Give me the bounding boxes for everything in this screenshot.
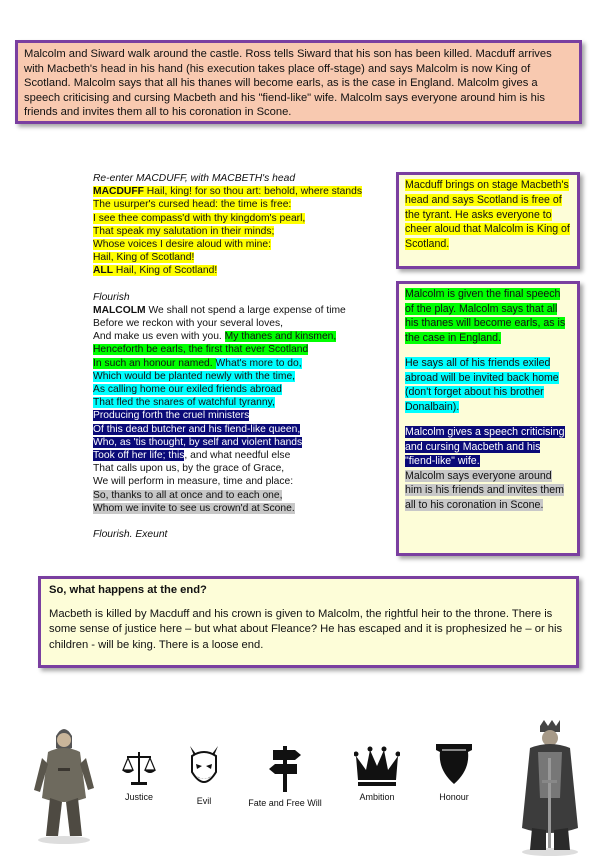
script-line: My thanes and kinsmen,	[224, 331, 337, 343]
script-line: Whom we invite to see us crown'd at Scone.	[93, 502, 295, 514]
theme-honour	[429, 740, 479, 802]
script-line: Hail, king! for so thou art: behold, where stands	[146, 186, 362, 198]
speaker-name: MALCOLM	[93, 304, 146, 316]
note-text: Malcolm is given the final speech of the play. Malcolm says that all his thanes will become earls, as is the case in England.	[405, 288, 566, 344]
note-box-macduff	[396, 172, 580, 269]
note-text: Malcolm gives a speech criticising and cursing Macbeth and his "fiend-like" wife.	[405, 426, 565, 467]
script-line: We shall not spend a large expense of time	[148, 304, 346, 316]
signpost-icon	[265, 742, 305, 794]
script-excerpt	[93, 172, 383, 541]
script-line: We will perform in measure, time and place:	[93, 476, 294, 488]
script-line: , and what needful else	[184, 450, 291, 462]
script-line: Before we reckon with your several loves,	[93, 318, 284, 330]
speaker-name: ALL	[93, 265, 114, 277]
theme-evil	[181, 742, 227, 806]
script-line: Took off her life; this	[93, 450, 185, 462]
note-text: He says all of his friends exiled abroad will be invited back home (don't forget about his brother Donalbain).	[405, 357, 559, 413]
note-text: Macduff brings on stage Macbeth's head and says Scotland is free of the tyrant. He asks everyone to cheer aloud that Malcolm is King of Scotland.	[405, 179, 570, 251]
scales-icon	[119, 748, 159, 788]
ending-text: Macbeth is killed by Macduff and his crown is given to Malcolm, the rightful heir to the throne. There is some sense of justice here – but what about Fleance? He has escaped and it is prophesized he – or his children - will be king. There is a loose end.	[49, 608, 563, 651]
note-text: Malcolm says everyone around him is his friends and invites them all to his coronation in Scone.	[405, 469, 564, 511]
warrior-figure-left	[28, 718, 100, 846]
theme-fate-and-free-will	[237, 742, 333, 808]
script-line: In such an honour named.	[93, 357, 216, 369]
script-line: That calls upon us, by the grace of Grace,	[93, 463, 285, 475]
script-line: Who, as 'tis thought, by self and violent hands	[93, 436, 303, 448]
theme-label: Ambition	[359, 792, 395, 802]
summary-box	[15, 40, 582, 124]
script-line: Hail, King of Scotland!	[93, 252, 195, 264]
armoured-king-figure-right	[510, 718, 588, 858]
demon-mask-icon	[185, 742, 223, 792]
speaker-name: MACDUFF	[93, 186, 144, 198]
script-line: Producing forth the cruel ministers	[93, 410, 250, 422]
stage-direction: Flourish. Exeunt	[93, 529, 168, 541]
script-line: The usurper's cursed head: the time is free:	[93, 199, 292, 211]
note-box-malcolm	[396, 281, 580, 556]
theme-ambition	[351, 744, 403, 802]
script-line: Which would be planted newly with the time,	[93, 370, 296, 382]
theme-label: Justice	[124, 792, 153, 802]
script-line: Hail, King of Scotland!	[115, 265, 218, 277]
script-line: Whose voices I desire aloud with mine:	[93, 239, 271, 251]
script-line: Henceforth be earls, the first that ever Scotland	[93, 344, 309, 356]
stage-direction: Re-enter MACDUFF, with MACBETH's head	[93, 173, 296, 184]
script-line: So, thanks to all at once and to each one,	[93, 489, 283, 501]
script-line: What's more to do,	[215, 357, 302, 369]
script-line: I see thee compass'd with thy kingdom's pearl,	[93, 212, 306, 224]
ending-heading: So, what happens at the end?	[49, 584, 207, 596]
summary-text: Malcolm and Siward walk around the castle. Ross tells Siward that his son has been killed. Macduff arrives with Macbeth's head in his hand (his execution takes place off-stage) and says Malcolm is now King of Scotland. Malcolm says that all his thanes will become earls, as is the case in England. Malcolm gives a speech criticising and cursing Macbeth and his "fiend-like" wife. Malcolm says everyone around him is his friends and invites them all to his coronation in Scone.	[24, 48, 552, 119]
script-line: As calling home our exiled friends abroad	[93, 384, 282, 396]
script-line: And make us even with you.	[93, 331, 225, 343]
crown-icon	[354, 744, 400, 788]
theme-label: Honour	[439, 792, 469, 802]
script-line: That fled the snares of watchful tyranny,	[93, 397, 275, 409]
stage-direction: Flourish	[93, 291, 130, 303]
theme-label: Fate and Free Will	[248, 798, 322, 808]
script-line: That speak my salutation in their minds;	[93, 225, 275, 237]
ending-box	[38, 576, 579, 668]
theme-justice	[114, 748, 164, 802]
script-line: Of this dead butcher and his fiend-like queen,	[93, 423, 301, 435]
shield-icon	[432, 740, 476, 788]
theme-label: Evil	[196, 796, 212, 806]
